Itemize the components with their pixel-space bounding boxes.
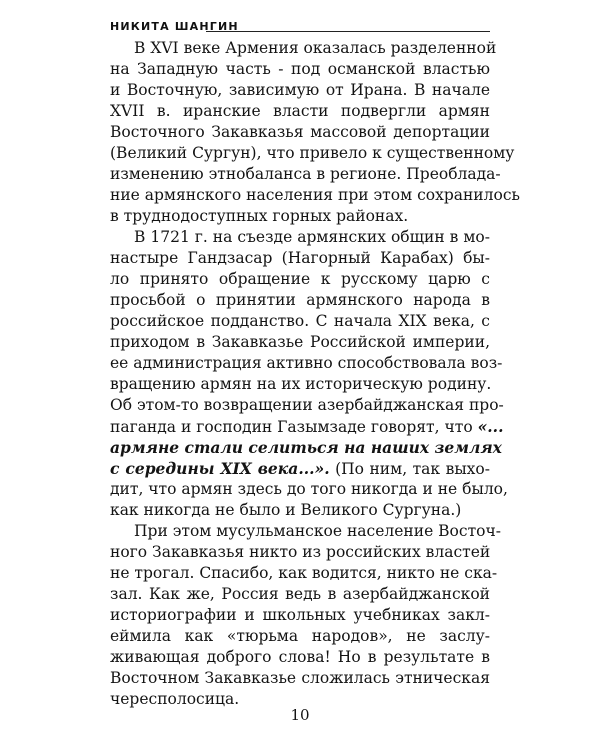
text-line: (Великий Сургун), что привело к существенному (110, 144, 515, 162)
header-author: НИКИТА ШАНГИН (110, 20, 239, 33)
text-line: В XVI веке Армения оказалась разделенной (134, 39, 497, 57)
text-line: приходом в Закавказье Российской империи, (110, 333, 490, 351)
text-fragment: (По ним, так выхо- (329, 460, 490, 478)
text-line: зал. Как же, Россия ведь в азербайджанской (110, 585, 490, 603)
text-line: и Восточную, зависимую от Ирана. В начале (110, 81, 490, 99)
text-line: чересполосица. (110, 690, 240, 708)
text-line: еймила как «тюрьма народов», не заслу- (110, 627, 490, 645)
text-line: российское подданство. С начала XIX века, с (110, 312, 490, 330)
body-text (110, 38, 520, 710)
text-line: как никогда не было и Великого Сургуна.) (110, 501, 462, 519)
text-line-with-quote (110, 458, 490, 479)
text-line: ние армянского населения при этом сохранилось (110, 186, 520, 204)
text-line: ее администрация активно способствовала воз- (110, 354, 503, 372)
header-rule (206, 31, 490, 32)
text-line: XVII в. иранские власти подвергли армян (110, 102, 490, 120)
text-line: Об этом-то возвращении азербайджанская про- (110, 396, 504, 414)
text-fragment: паганда и господин Газымзаде говорят, что (110, 418, 473, 436)
text-line: в труднодоступных горных районах. (110, 207, 409, 225)
text-line: изменению этнобаланса в регионе. Преоблада- (110, 165, 501, 183)
text-line: Восточном Закавказье сложилась этническая (110, 669, 490, 687)
text-line: Восточного Закавказья массовой депортации (110, 123, 490, 141)
text-line: настыре Гандзасар (Нагорный Карабах) бы- (110, 249, 490, 267)
text-line: не трогал. Спасибо, как водится, никто не ска- (110, 564, 498, 582)
text-line: При этом мусульманское население Восточ- (134, 522, 501, 540)
text-line: просьбой о принятии армянского народа в (110, 291, 490, 309)
text-line: живающая доброго слова! Но в результате в (110, 648, 490, 666)
text-line: дит, что армян здесь до того никогда и не было, (110, 480, 508, 498)
text-line: ного Закавказья никто из российских властей (110, 543, 491, 561)
text-line: на Западную часть - под османской властью (110, 60, 490, 78)
text-line: историографии и школьных учебниках закл- (110, 606, 490, 624)
text-line-with-quote (110, 416, 504, 437)
text-line: ло принято обращение к русскому царю с (110, 270, 490, 288)
page-number: 10 (290, 706, 310, 724)
quote-end: с середины XIX века...». (110, 459, 330, 478)
running-header (110, 18, 490, 38)
quote-line: армяне стали селиться на наших землях (110, 438, 502, 457)
text-line: вращению армян на их историческую родину. (110, 375, 492, 393)
quote-start: «... (477, 417, 504, 436)
text-line: В 1721 г. на съезде армянских общин в мо- (134, 228, 490, 246)
